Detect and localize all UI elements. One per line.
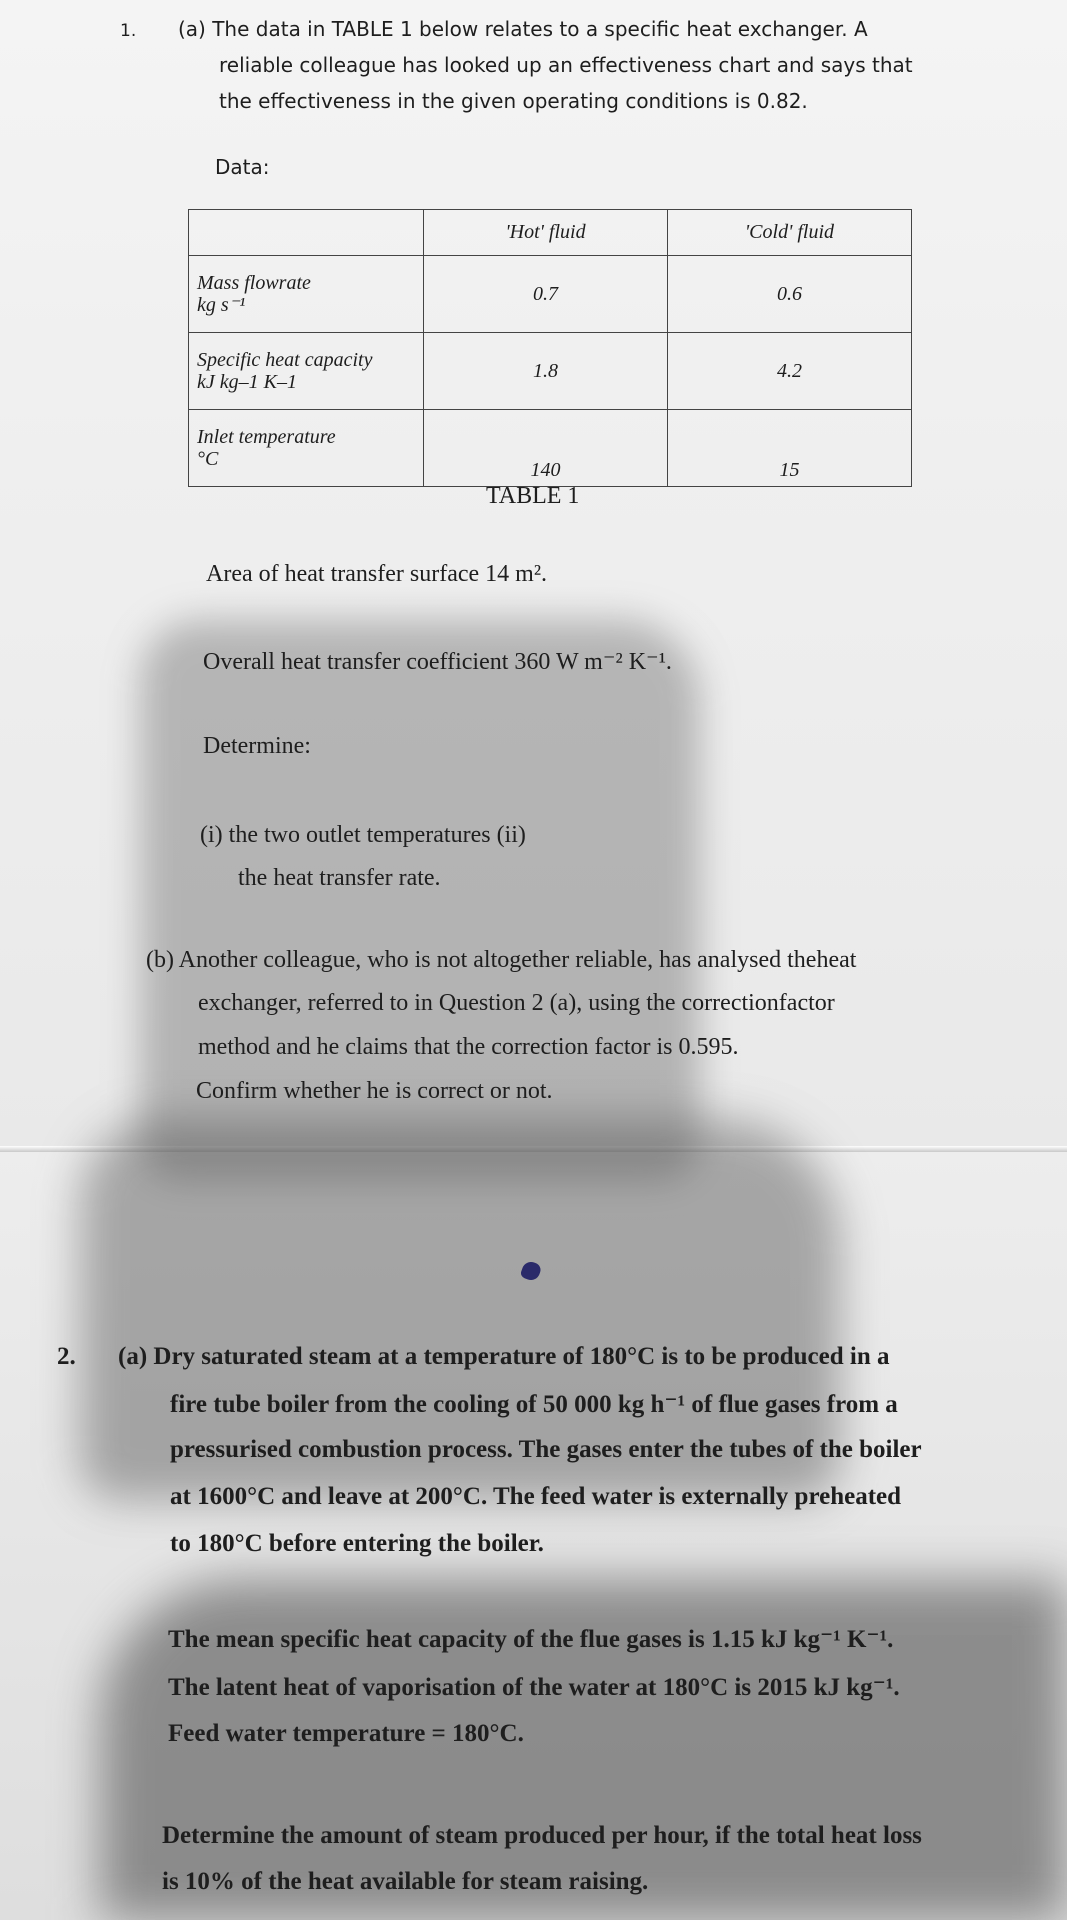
data-label: Data: [215, 155, 270, 179]
row-label: Specific heat capacity [197, 349, 373, 372]
q2-line: fire tube boiler from the cooling of 50 000 kg h⁻¹ of flue gases from a [170, 1391, 898, 1418]
table-header-hot: 'Hot' fluid [424, 210, 668, 256]
table-cell-cold: 0.6 [667, 256, 911, 333]
question-number: 1. [120, 21, 137, 41]
q2-line: at 1600°C and leave at 200°C. The feed water is externally preheated [170, 1483, 902, 1510]
determine-line: Determine the amount of steam produced per hour, if the total heat loss [162, 1822, 922, 1849]
part-b-line: exchanger, referred to in Question 2 (a), using the correctionfactor [198, 990, 835, 1016]
table-row [189, 410, 912, 487]
part-b-line: (b) Another colleague, who is not altogether reliable, has analysed theheat [146, 947, 857, 973]
table-row [189, 333, 912, 410]
table-cell-hot: 1.8 [424, 333, 668, 410]
part-b-line: Confirm whether he is correct or not. [196, 1078, 553, 1104]
q1-part-a-line: reliable colleague has looked up an effectiveness chart and says that [219, 53, 913, 77]
determine-line: is 10% of the heat available for steam raising. [162, 1868, 649, 1895]
row-label: Inlet temperature [197, 426, 336, 449]
row-unit: °C [197, 448, 219, 471]
table-cell-hot: 140 [424, 410, 668, 487]
item-ii: the heat transfer rate. [238, 865, 441, 891]
table-cell-cold: 15 [667, 410, 911, 487]
q2-line: (a) Dry saturated steam at a temperature of 180°C is to be produced in a [118, 1343, 890, 1370]
table-row-label [189, 410, 424, 487]
table-row-label [189, 256, 424, 333]
question-number: 2. [57, 1343, 76, 1370]
area-statement: Area of heat transfer surface 14 m². [206, 561, 548, 587]
item-i: (i) the two outlet temperatures (ii) [200, 822, 526, 848]
table-header-row [189, 210, 912, 256]
q2-line: pressurised combustion process. The gases enter the tubes of the boiler [170, 1436, 922, 1463]
q2-line: to 180°C before entering the boiler. [170, 1530, 544, 1557]
table-caption: TABLE 1 [486, 483, 580, 509]
latent-statement: The latent heat of vaporisation of the water at 180°C is 2015 kJ kg⁻¹. [168, 1674, 900, 1701]
determine-label: Determine: [203, 733, 311, 759]
row-unit: kg s⁻¹ [197, 294, 246, 317]
table-corner-cell [189, 210, 424, 256]
row-unit: kJ kg–1 K–1 [197, 371, 297, 394]
q1-part-a-line: the effectiveness in the given operating conditions is 0.82. [219, 89, 808, 113]
cp-statement: The mean specific heat capacity of the flue gases is 1.15 kJ kg⁻¹ K⁻¹. [168, 1626, 894, 1653]
table-cell-cold: 4.2 [667, 333, 911, 410]
q1-part-a-line: (a) The data in TABLE 1 below relates to a specific heat exchanger. A [178, 17, 868, 41]
table-row [189, 256, 912, 333]
data-table [188, 209, 912, 487]
coefficient-statement: Overall heat transfer coefficient 360 W m⁻² K⁻¹. [203, 649, 672, 675]
table-header-cold: 'Cold' fluid [667, 210, 911, 256]
row-label: Mass flowrate [197, 272, 311, 295]
table-cell-hot: 0.7 [424, 256, 668, 333]
feed-statement: Feed water temperature = 180°C. [168, 1720, 524, 1747]
table-row-label [189, 333, 424, 410]
part-b-line: method and he claims that the correction factor is 0.595. [198, 1034, 739, 1060]
